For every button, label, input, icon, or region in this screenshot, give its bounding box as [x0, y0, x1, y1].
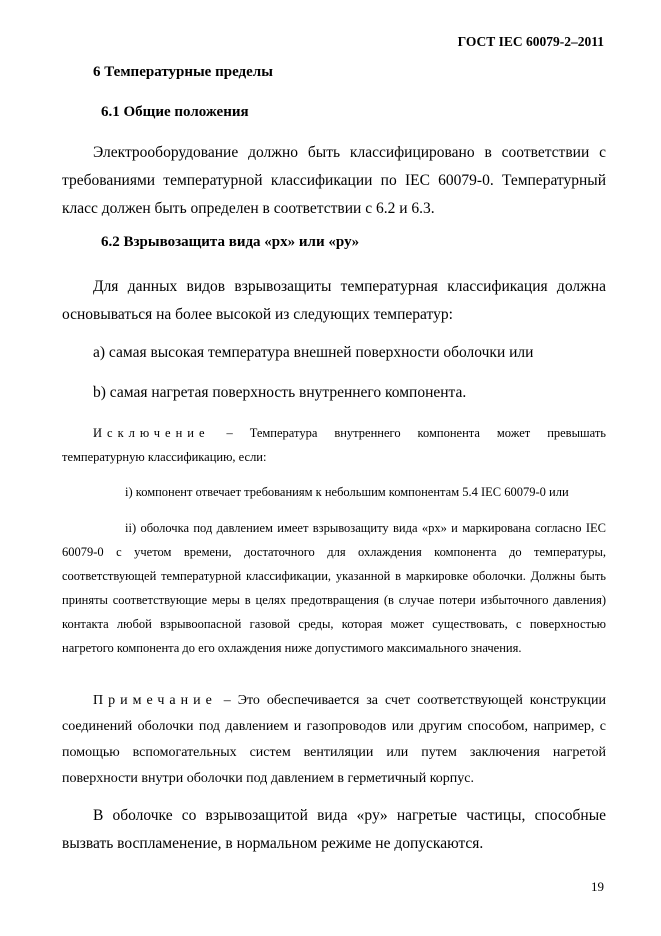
exception-text: – Температура внутреннего компонента может превышать температурную классификацию, если: [62, 426, 606, 464]
final-paragraph: В оболочке со взрывозащитой вида «py» нагретые частицы, способные вызвать воспламенение, в нормальном режиме не допускаются. [62, 807, 606, 852]
document-header: ГОСТ IEC 60079-2–2011 [457, 34, 604, 49]
section-6-1-paragraph: Электрооборудование должно быть классифицировано в соответствии с требованиями температурной классификации по IEC 60079-0. Температурный класс должен быть определен в соответствии с 6.2 и 6.3. [62, 144, 606, 217]
list-item-b: b) самая нагретая поверхность внутреннего компонента. [93, 384, 467, 401]
section-6-1-title: 6.1 Общие положения [101, 104, 249, 120]
note-text: – Это обеспечивается за счет соответствующей конструкции соединений оболочки под давлением и газопроводов или другим способом, например, с помощью вспомогательных систем вентиляции или путем заключения нагретой поверхности внутри оболочки под давлением в герметичный корпус. [62, 693, 606, 786]
section-6-2-title: 6.2 Взрывозащита вида «px» или «py» [101, 234, 360, 250]
note-paragraph [62, 688, 606, 792]
list-item-a: a) самая высокая температура внешней поверхности оболочки или [93, 344, 534, 361]
exception-label: Исключение [93, 426, 210, 440]
section-6-title: 6 Температурные пределы [93, 64, 273, 80]
exception-item-i: i) компонент отвечает требованиям к небольшим компонентам 5.4 IEC 60079-0 или [125, 485, 569, 499]
section-6-2-intro: Для данных видов взрывозащиты температурная классификация должна основываться на более высокой из следующих температур: [62, 278, 606, 323]
exception-item-ii: ii) оболочка под давлением имеет взрывозащиту вида «px» и маркирована согласно IEC 60079-0 с учетом времени, достаточного для охлаждения компонента до температуры, соответствующей температурной классификации, указанной в маркировке оболочки. Должны быть приняты соответствующие меры в целях предотвращения (в случае потери избыточного давления) контакта любой взрывоопасной газовой среды, которая может существовать, с поверхностью нагретого компонента до его охлаждения ниже допустимого максимального значения. [62, 521, 606, 655]
note-label: Примечание [93, 693, 217, 708]
page-number: 19 [591, 879, 604, 894]
exception-paragraph [62, 421, 606, 469]
